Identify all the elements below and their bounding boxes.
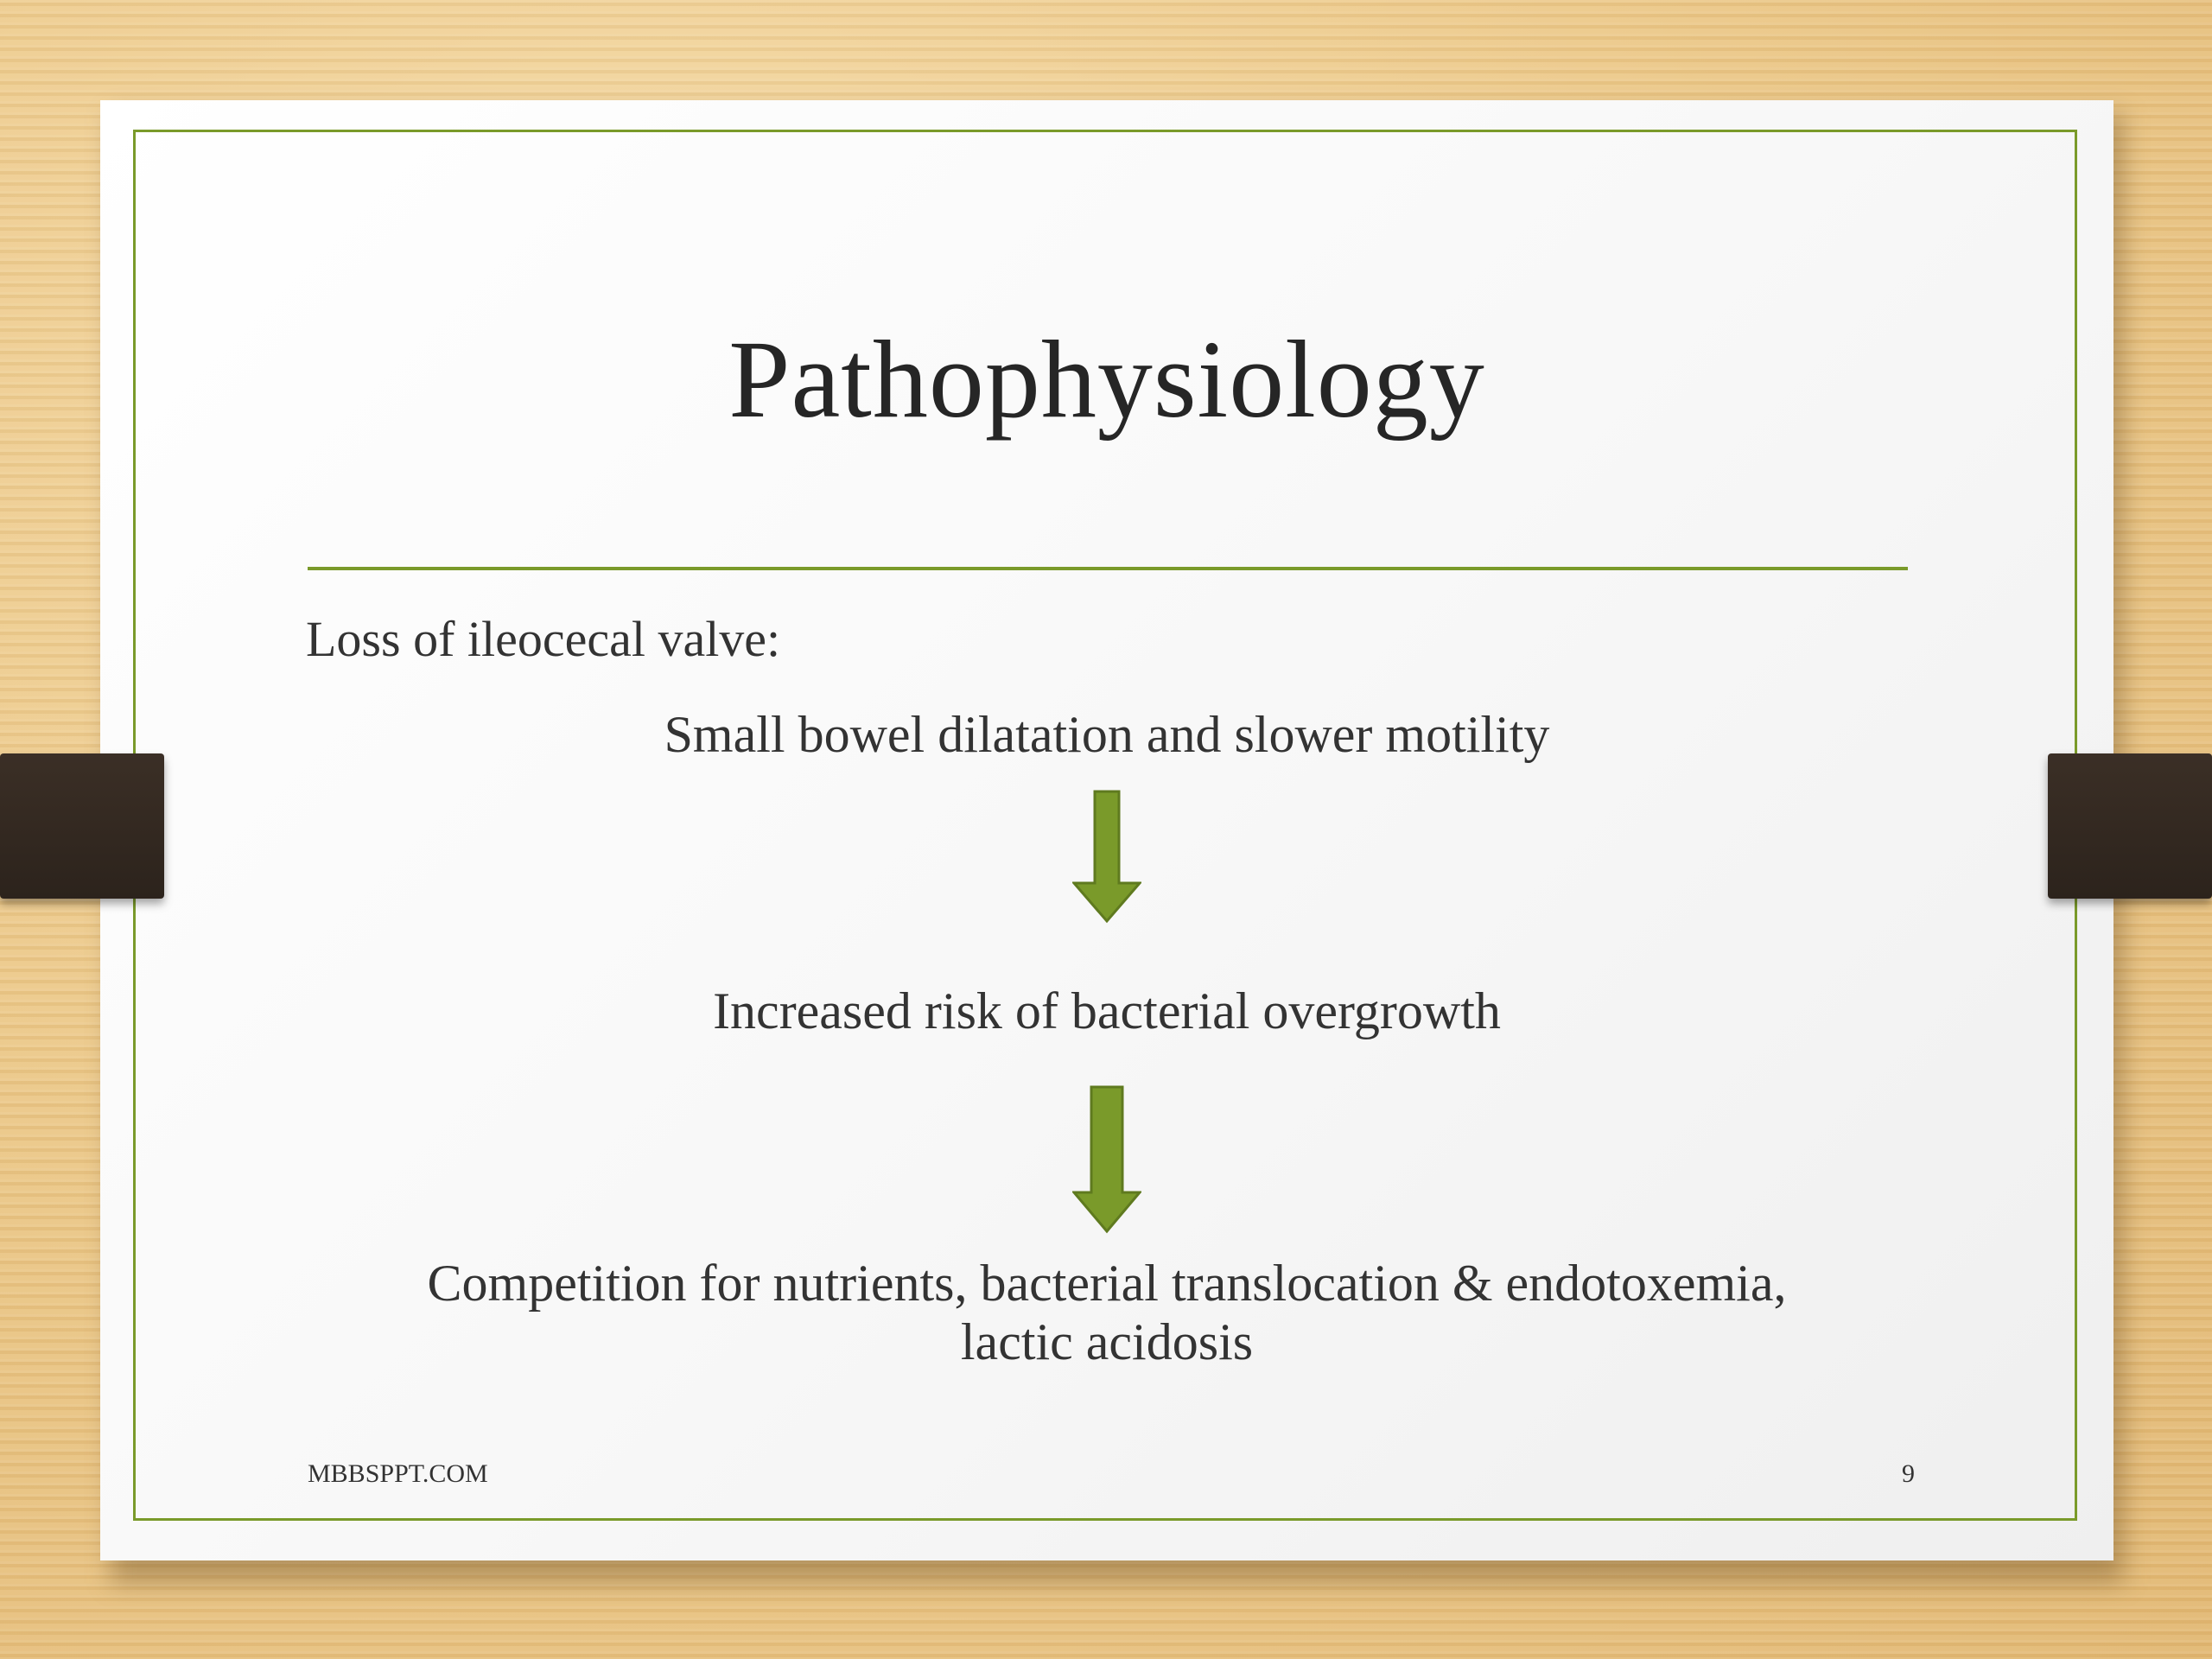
slide-title: Pathophysiology bbox=[728, 318, 1485, 441]
binder-clip-right bbox=[2048, 753, 2212, 899]
down-arrow-icon bbox=[1072, 1085, 1141, 1234]
flow-step-3-line-1: Competition for nutrients, bacterial translocation & endotoxemia, bbox=[427, 1255, 1787, 1312]
footer-source: MBBSPPT.COM bbox=[308, 1459, 488, 1488]
flow-step-3-line-2: lactic acidosis bbox=[960, 1313, 1254, 1370]
slide bbox=[100, 100, 2113, 1560]
page-number: 9 bbox=[1902, 1459, 1915, 1488]
down-arrow-icon bbox=[1072, 790, 1141, 924]
lead-text: Loss of ileocecal valve: bbox=[306, 611, 781, 667]
flow-step-3 bbox=[100, 1254, 2113, 1371]
flow-step-2: Increased risk of bacterial overgrowth bbox=[713, 982, 1501, 1039]
title-divider bbox=[308, 567, 1908, 570]
binder-clip-left bbox=[0, 753, 164, 899]
flow-step-1: Small bowel dilatation and slower motility bbox=[664, 706, 1550, 763]
